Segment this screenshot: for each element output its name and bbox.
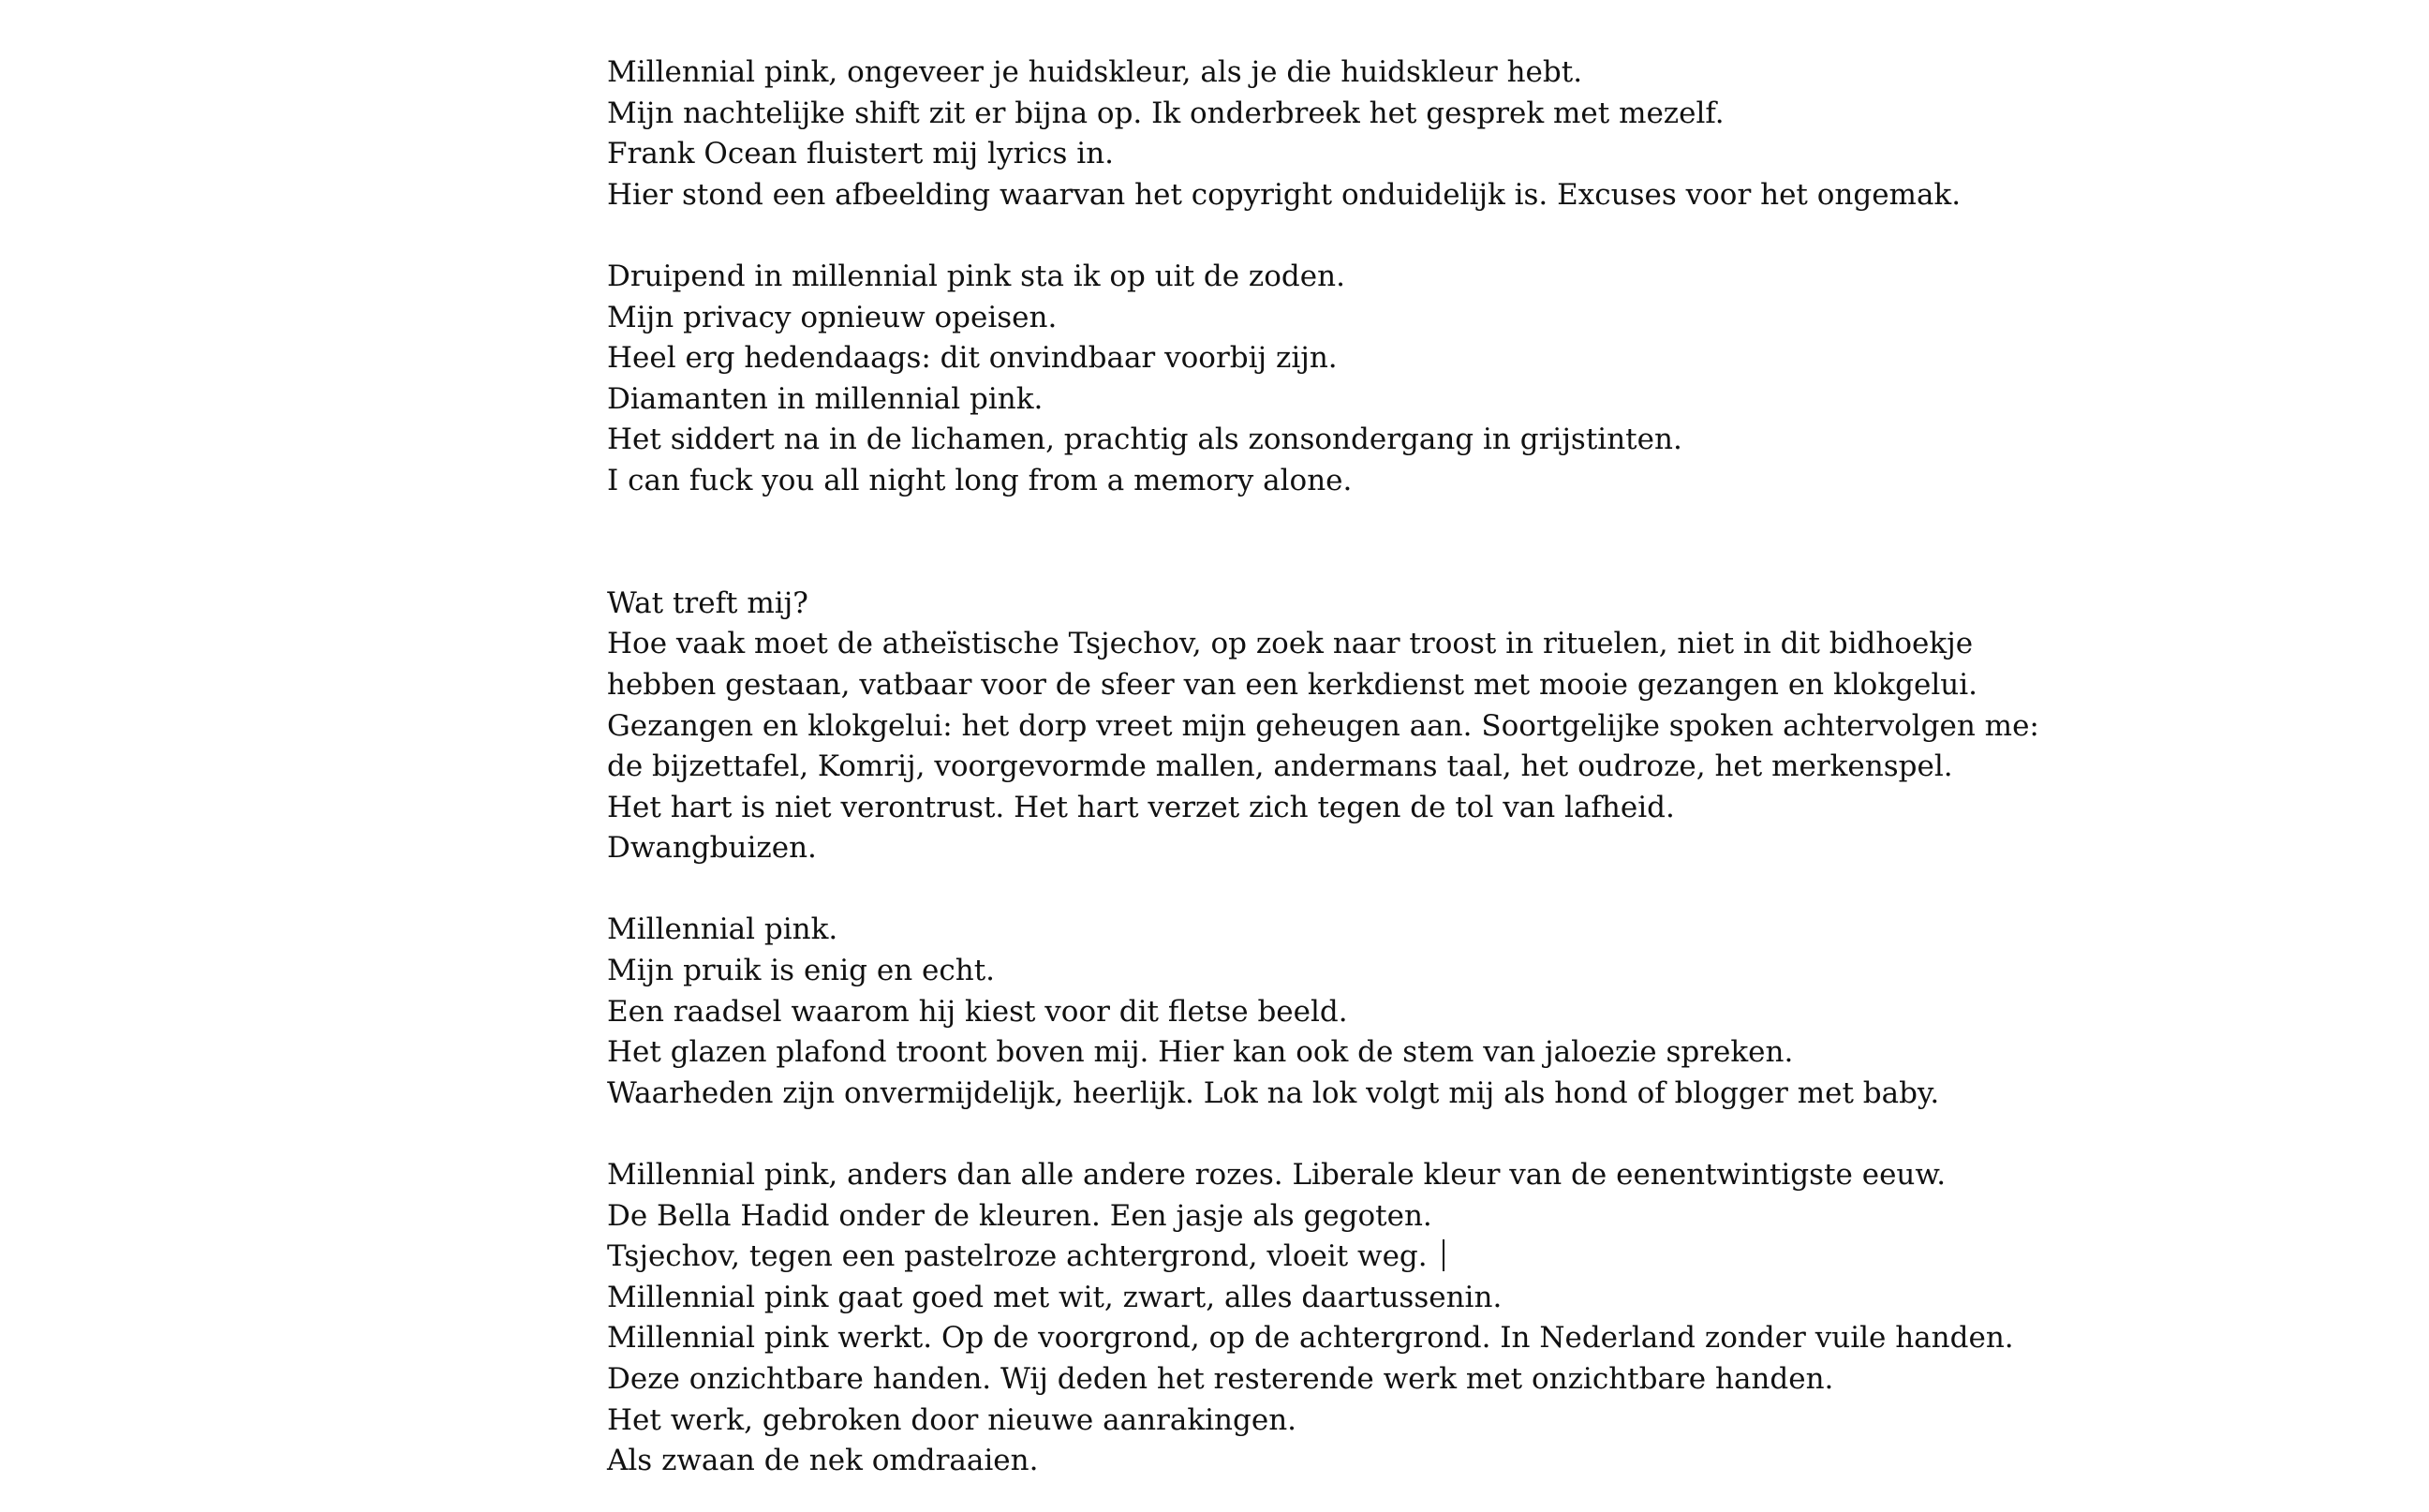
text-line: Het werk, gebroken door nieuwe aanrakingen.	[607, 1402, 1297, 1437]
text-line: Mijn nachtelijke shift zit er bijna op. Ik onderbreek het gesprek met mezelf.	[607, 96, 1725, 130]
text-line: hebben gestaan, vatbaar voor de sfeer van een kerkdienst met mooie gezangen en klokgelui.	[607, 667, 1977, 702]
text-line: Millennial pink, ongeveer je huidskleur, als je die huidskleur hebt.	[607, 55, 1583, 89]
text-cursor	[1443, 1239, 1444, 1271]
text-line: Hoe vaak moet de atheïstische Tsjechov, op zoek naar troost in rituelen, niet in dit bidhoekje	[607, 627, 1974, 661]
stanza-3	[607, 584, 2387, 869]
text-line: Wat treft mij?	[607, 586, 808, 620]
stanza-5	[607, 1155, 2387, 1482]
text-line: Mijn pruik is enig en echt.	[607, 954, 996, 988]
text-line: Deze onzichtbare handen. Wij deden het resterende werk met onzichtbare handen.	[607, 1362, 1834, 1396]
text-line: I can fuck you all night long from a memory alone.	[607, 463, 1353, 497]
text-line: Millennial pink.	[607, 912, 838, 947]
stanza-break	[607, 502, 2387, 584]
text-line: Gezangen en klokgelui: het dorp vreet mijn geheugen aan. Soortgelijke spoken achtervolgen me:	[607, 708, 2039, 743]
text-line: Waarheden zijn onvermijdelijk, heerlijk. Lok na lok volgt mij als hond of blogger met baby.	[607, 1075, 1940, 1110]
text-line: Tsjechov, tegen een pastelroze achtergrond, vloeit weg.	[607, 1239, 1428, 1274]
text-line: Frank Ocean fluistert mij lyrics in.	[607, 137, 1115, 171]
text-line: Dwangbuizen.	[607, 831, 817, 866]
text-line: Een raadsel waarom hij kiest voor dit fletse beeld.	[607, 994, 1348, 1029]
text-line: Heel erg hedendaags: dit onvindbaar voorbij zijn.	[607, 341, 1338, 376]
text-line: Millennial pink werkt. Op de voorgrond, op de achtergrond. In Nederland zonder vuile handen.	[607, 1321, 2014, 1356]
text-line: Als zwaan de nek omdraaien.	[607, 1444, 1039, 1478]
stanza-2	[607, 257, 2387, 502]
stanza-1	[607, 52, 2387, 215]
text-line: Millennial pink, anders dan alle andere rozes. Liberale kleur van de eenentwintigste eeuw.	[607, 1158, 1947, 1193]
document-body[interactable]	[607, 52, 2387, 1482]
text-line: Diamanten in millennial pink.	[607, 381, 1044, 416]
text-line: Millennial pink gaat goed met wit, zwart, alles daartussenin.	[607, 1280, 1503, 1314]
text-line: Druipend in millennial pink sta ik op uit de zoden.	[607, 259, 1345, 293]
stanza-4	[607, 910, 2387, 1114]
text-line: Het hart is niet verontrust. Het hart verzet zich tegen de tol van lafheid.	[607, 790, 1675, 824]
text-line: Mijn privacy opnieuw opeisen.	[607, 300, 1058, 334]
text-line-with-cursor	[607, 1237, 2387, 1278]
stanza-break	[607, 215, 2387, 257]
stanza-break	[607, 1114, 2387, 1155]
text-line: Het glazen plafond troont boven mij. Hier kan ook de stem van jaloezie spreken.	[607, 1035, 1794, 1070]
text-line: De Bella Hadid onder de kleuren. Een jasje als gegoten.	[607, 1198, 1432, 1233]
stanza-break	[607, 869, 2387, 911]
text-line: Het siddert na in de lichamen, prachtig als zonsondergang in grijstinten.	[607, 422, 1682, 457]
text-line: de bijzettafel, Komrij, voorgevormde mallen, andermans taal, het oudroze, het merkenspel.	[607, 749, 1953, 784]
text-line: Hier stond een afbeelding waarvan het copyright onduidelijk is. Excuses voor het ongemak.	[607, 177, 1962, 212]
